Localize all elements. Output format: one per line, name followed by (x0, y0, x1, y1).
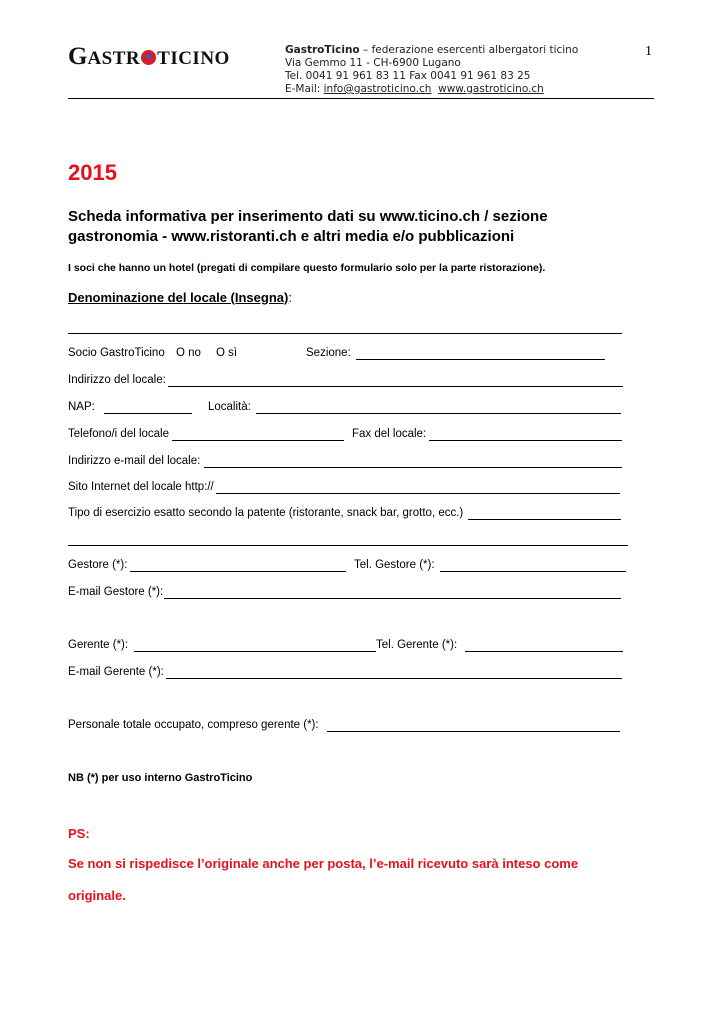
indirizzo-label: Indirizzo del locale: (68, 374, 166, 386)
page-number: 1 (645, 44, 652, 59)
logo-text-astr: ASTR (87, 48, 141, 69)
ps-text-line1: Se non si rispedisce l’originale anche per posta, l’e-mail ricevuto sarà inteso come (68, 856, 579, 871)
org-phones: Tel. 0041 91 961 83 11 Fax 0041 91 961 83 25 (285, 70, 531, 82)
tel-gerente-label: Tel. Gerente (*): (376, 639, 458, 651)
gestore-label: Gestore (*): (68, 559, 128, 571)
org-name: GastroTicino (285, 44, 360, 56)
sezione-label: Sezione: (306, 347, 351, 359)
header-divider (68, 98, 654, 99)
socio-option-si[interactable]: O sì (216, 347, 238, 359)
socio-option-no[interactable]: O no (176, 347, 201, 359)
telefono-label: Telefono/i del locale (68, 428, 170, 440)
insegna-input-line[interactable] (68, 333, 622, 334)
tel-gestore-input-line[interactable] (440, 571, 626, 572)
email-link[interactable]: info@gastroticino.ch (323, 83, 432, 95)
email-gerente-input-line[interactable] (166, 678, 622, 679)
email-gestore-input-line[interactable] (164, 598, 621, 599)
email-input-line[interactable] (204, 467, 622, 468)
email-field-label: Indirizzo e-mail del locale: (68, 455, 201, 467)
section-heading (68, 290, 292, 305)
gerente-input-line[interactable] (134, 651, 376, 652)
sito-input-line[interactable] (216, 493, 620, 494)
org-address: Via Gemmo 11 - CH-6900 Lugano (285, 57, 461, 69)
website-link[interactable]: www.gastroticino.ch (438, 83, 544, 95)
ps-label: PS: (68, 826, 90, 841)
ps-text-line2: originale. (68, 888, 126, 903)
gastroticino-logo (68, 44, 230, 69)
telefono-input-line[interactable] (172, 440, 344, 441)
hotel-note: I soci che hanno un hotel (pregati di compilare questo formulario solo per la parte ristorazione). (68, 262, 546, 274)
sito-label: Sito Internet del locale http:// (68, 481, 214, 493)
gerente-label: Gerente (*): (68, 639, 129, 651)
document-title: Scheda informativa per inserimento dati su www.ticino.ch / sezione gastronomia - www.ristoranti.ch e altri media e/o pubblicazioni (68, 208, 548, 245)
section-title: Denominazione del locale (Insegna) (68, 290, 289, 305)
org-line (285, 44, 578, 56)
tel-gestore-label: Tel. Gestore (*): (354, 559, 435, 571)
fax-label: Fax del locale: (352, 428, 427, 440)
logo-text-ticino: TICINO (157, 48, 230, 69)
gestore-input-line[interactable] (130, 571, 346, 572)
nap-input-line[interactable] (104, 413, 192, 414)
socio-label: Socio GastroTicino (68, 347, 165, 359)
email-label: E-Mail: (285, 83, 324, 95)
org-description: – federazione esercenti albergatori ticino (359, 44, 579, 56)
sezione-input-line[interactable] (356, 359, 605, 360)
tipo-label: Tipo di esercizio esatto secondo la patente (ristorante, snack bar, grotto, ecc.) (68, 507, 464, 519)
nb-note: NB (*) per uso interno GastroTicino (68, 772, 253, 784)
fax-input-line[interactable] (429, 440, 622, 441)
personale-input-line[interactable] (327, 731, 620, 732)
logo-letter-g: G (68, 43, 88, 70)
nap-label: NAP: (68, 401, 95, 413)
email-gerente-label: E-mail Gerente (*): (68, 666, 164, 678)
localita-label: Località: (208, 401, 251, 413)
localita-input-line[interactable] (256, 413, 621, 414)
year-heading: 2015 (68, 160, 117, 185)
section-colon: : (288, 290, 292, 305)
personale-label: Personale totale occupato, compreso gerente (*): (68, 719, 319, 731)
org-contacts (285, 83, 544, 95)
logo-emblem-icon (141, 50, 156, 65)
tel-gerente-input-line[interactable] (465, 651, 623, 652)
tipo-input-line[interactable] (468, 519, 621, 520)
indirizzo-input-line[interactable] (168, 386, 623, 387)
email-gestore-label: E-mail Gestore (*): (68, 586, 164, 598)
separator-line (68, 545, 628, 546)
